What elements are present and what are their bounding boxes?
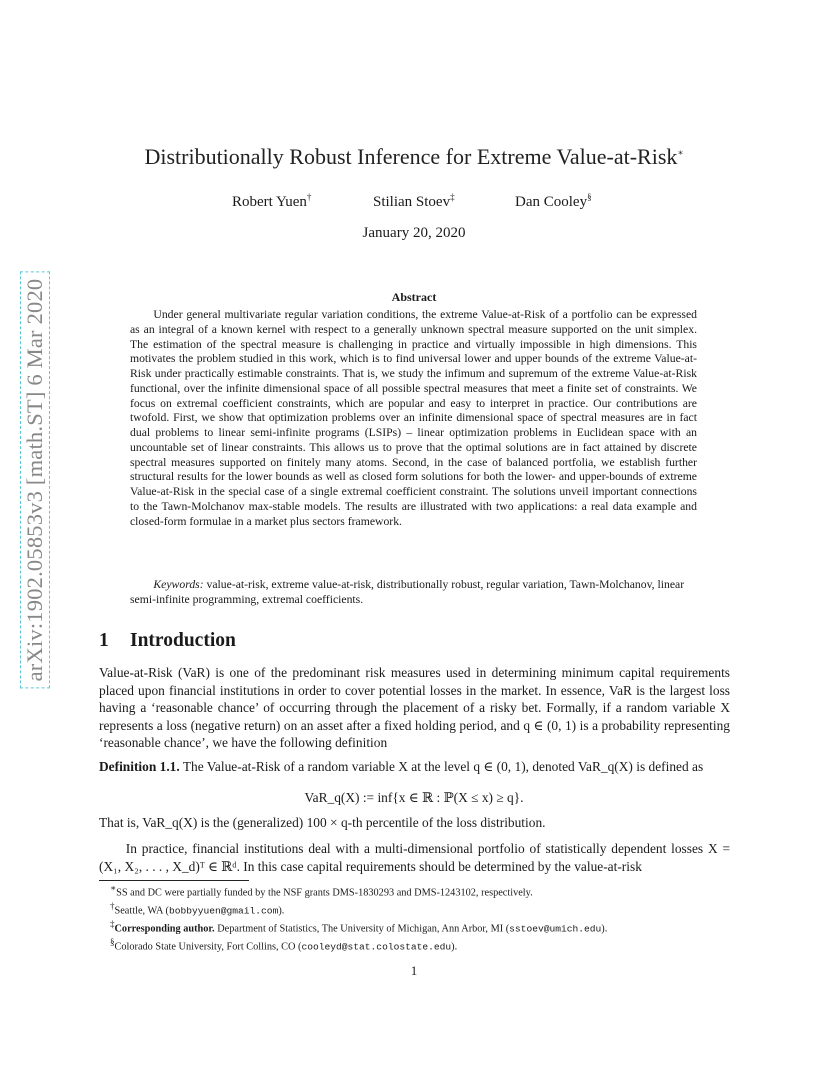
author-2: Stilian Stoev‡ [373, 192, 455, 210]
section-heading [99, 630, 236, 652]
arxiv-id[interactable]: arXiv:1902.05853v3 [math.ST] 6 Mar 2020 [20, 272, 50, 689]
footnote-1: ∗SS and DC were partially funded by the NSF grants DMS-1830293 and DMS-1243102, respectively. [110, 883, 533, 899]
intro-paragraph [99, 664, 730, 752]
paper-title [0, 144, 828, 170]
footnotes [110, 882, 730, 954]
keywords [130, 577, 697, 607]
author-1: Robert Yuen† [232, 192, 312, 210]
page-number: 1 [410, 963, 418, 978]
after-equation [99, 814, 730, 832]
practice-paragraph [99, 840, 730, 875]
definition-block [99, 758, 730, 776]
section-number: 1 [99, 630, 109, 651]
keywords-text: value-at-risk, extreme value-at-risk, distributionally robust, regular variation, Tawn-Molchanov, linear semi-infinite programming, extremal coefficients. [130, 578, 685, 606]
email-link[interactable]: bobbyyuen@gmail.com [168, 905, 279, 917]
email-link[interactable]: cooleyd@stat.colostate.edu [301, 941, 452, 953]
definition-label: Definition 1.1. [99, 759, 180, 774]
title-footnote-mark: ∗ [677, 147, 684, 158]
var-equation: VaR_q(X) := inf{x ∈ ℝ : ℙ(X ≤ x) ≥ q}. [304, 790, 524, 805]
intro-text: Value-at-Risk (VaR) is one of the predominant risk measures used in determining minimum capital requirements placed upon financial institutions in order to cover potential losses in the market. In essence, VaR is the largest loss having a ‘reasonable chance’ of occurring through the placement of a risky bet. Formally, if a random variable X represents a loss (negative return) on an asset after a fixed holding period, and q ∈ (0, 1) is a probability representing ‘reasonable chance’, we have the following definition [99, 665, 730, 751]
section-title: Introduction [130, 630, 236, 651]
footnote-2: †Seattle, WA (bobbyyuen@gmail.com). [110, 901, 285, 917]
keywords-label: Keywords: [153, 578, 204, 591]
abstract-body [130, 308, 697, 529]
practice-text: In practice, financial institutions deal with a multi-dimensional portfolio of statistically dependent losses X = (X₁, X₂, . . . , X_d)ᵀ ∈ ℝᵈ. In this case capital requirements should be determined by the value-at-risk [99, 841, 730, 874]
footnote-3: ‡Corresponding author. Department of Statistics, The University of Michigan, Ann Arbor, MI (sstoev@umich.edu). [110, 919, 608, 935]
email-link[interactable]: sstoev@umich.edu [509, 923, 602, 935]
abstract-heading: Abstract [391, 290, 437, 304]
author-3: Dan Cooley§ [515, 192, 592, 210]
footnote-rule [99, 880, 249, 881]
arxiv-stamp [18, 240, 52, 720]
title-text: Distributionally Robust Inference for Extreme Value-at-Risk [144, 144, 678, 169]
definition-text: The Value-at-Risk of a random variable X at the level q ∈ (0, 1), denoted VaR_q(X) is defined as [182, 759, 704, 774]
footnote-4: §Colorado State University, Fort Collins, CO (cooleyd@stat.colostate.edu). [110, 937, 458, 953]
abstract-text: Under general multivariate regular variation conditions, the extreme Value-at-Risk of a portfolio can be expressed as an integral of a known kernel with respect to a generally unknown spectral measure supported on the unit simplex. The estimation of the spectral measure is challenging in practice and virtually impossible in high dimensions. This motivates the problem studied in this work, which is to find universal lower and upper bounds of the extreme Value-at-Risk under practically estimable constraints. That is, we study the infimum and supremum of the extreme Value-at-Risk functional, over the infinite dimensional space of all possible spectral measures that meet a finite set of constraints. We focus on extremal coefficient constraints, which are popular and easy to interpret in practice. Our contributions are twofold. First, we show that optimization problems over an infinite dimensional space of spectral measures are in fact dual problems to linear semi-infinite programs (LSIPs) – linear optimization problems in Euclidean space with an uncountable set of linear constraints. This allows us to prove that the optimal solutions are in fact attained by discrete spectral measures supported on finitely many atoms. Second, in the case of balanced portfolia, we establish further structural results for the lower bounds as well as closed form solutions for both the lower- and upper-bounds of extreme Value-at-Risk in the special case of a single extremal coefficient constraint. The solutions unveil important connections to the Tawn-Molchanov max-stable models. The results are illustrated with two applications: a real data example and closed-form formulae in a market plus sectors framework. [130, 308, 697, 528]
paper-date: January 20, 2020 [362, 225, 466, 241]
after-equation-text: That is, VaR_q(X) is the (generalized) 100 × q-th percentile of the loss distribution. [99, 815, 546, 830]
